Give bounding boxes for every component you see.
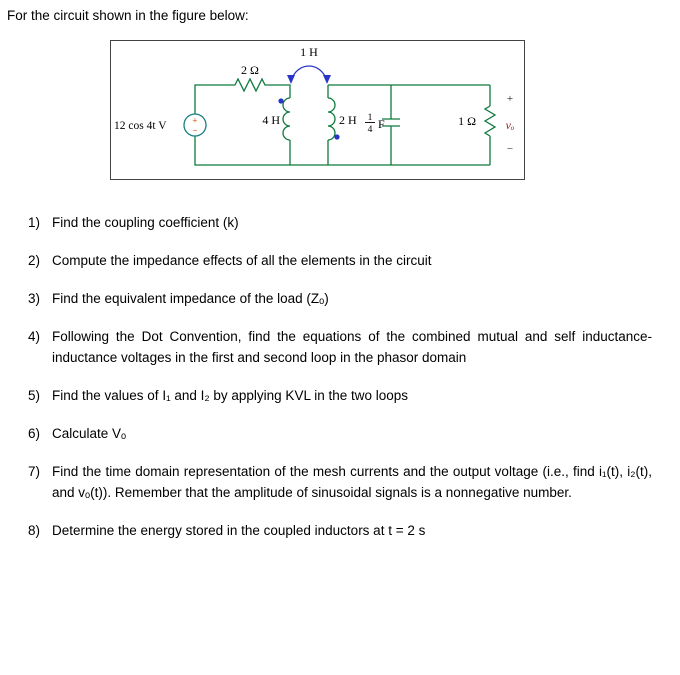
- coupling-arrowhead-left: [287, 75, 295, 84]
- question-2: [28, 250, 652, 271]
- vo-minus-sign: −: [506, 143, 514, 155]
- wire-bottom-rail: [195, 136, 490, 165]
- question-5: [28, 385, 652, 406]
- mutual-inductance-label: 1 H: [300, 45, 318, 59]
- resistor-1ohm-label: 1 Ω: [458, 114, 476, 128]
- inductor-4h-label: 4 H: [262, 113, 280, 127]
- inductor-4h: [283, 98, 290, 140]
- question-text: Following the Dot Convention, find the equations of the combined mutual and self inductance-inductance voltages in the first and second loop in the phasor domain: [52, 329, 652, 365]
- question-4: [28, 326, 652, 368]
- dot-convention-right: [334, 134, 339, 139]
- capacitor-unit: F: [378, 117, 385, 131]
- question-number: 4): [28, 329, 41, 344]
- question-text: Compute the impedance effects of all the elements in the circuit: [52, 253, 432, 268]
- dot-convention-left: [278, 98, 283, 103]
- question-list: [28, 212, 652, 558]
- capacitor: [382, 119, 400, 126]
- inductor-2h: [328, 98, 335, 140]
- inductor-2h-label: 2 H: [339, 113, 357, 127]
- capacitor-frac-den: 4: [367, 125, 373, 135]
- resistor-2ohm: [233, 79, 267, 91]
- question-text: Find the time domain representation of the mesh currents and the output voltage (i.e., find i₁(t), i₂(t), and vₒ(t)). Remember that the amplitude of sinusoidal signals is a nonnegative number.: [52, 464, 652, 500]
- capacitor-frac-num: 1: [367, 113, 373, 123]
- intro-text: For the circuit shown in the figure below:: [7, 8, 249, 23]
- question-1: [28, 212, 652, 233]
- question-8: [28, 520, 652, 541]
- vo-plus-sign: +: [506, 93, 514, 105]
- source-plus-sign: +: [192, 115, 198, 126]
- question-number: 3): [28, 291, 41, 306]
- figure-border: [111, 41, 525, 180]
- coupling-arrowhead-right: [323, 75, 331, 84]
- vo-label: vₒ: [505, 118, 515, 132]
- coupling-arc: [291, 66, 327, 81]
- question-number: 5): [28, 388, 41, 403]
- source-label: 12 cos 4t V: [114, 120, 167, 132]
- source-minus-sign: −: [192, 125, 198, 136]
- question-text: Find the coupling coefficient (k): [52, 215, 239, 230]
- question-text: Find the equivalent impedance of the load (Zₒ): [52, 291, 329, 306]
- question-number: 8): [28, 523, 41, 538]
- resistor-1ohm: [485, 106, 495, 136]
- question-number: 7): [28, 464, 41, 479]
- question-number: 1): [28, 215, 41, 230]
- question-6: [28, 423, 652, 444]
- question-3: [28, 288, 652, 309]
- question-7: [28, 461, 652, 503]
- resistor-2ohm-label: 2 Ω: [241, 63, 259, 77]
- question-number: 6): [28, 426, 41, 441]
- wire-source-to-resistor: [195, 85, 233, 114]
- circuit-figure: [110, 40, 525, 180]
- wire-resistor-to-coil1: [267, 85, 290, 98]
- question-number: 2): [28, 253, 41, 268]
- circuit-svg: [110, 40, 525, 180]
- question-text: Determine the energy stored in the coupled inductors at t = 2 s: [52, 523, 426, 538]
- question-text: Find the values of I₁ and I₂ by applying KVL in the two loops: [52, 388, 409, 403]
- question-text: Calculate Vₒ: [52, 426, 127, 441]
